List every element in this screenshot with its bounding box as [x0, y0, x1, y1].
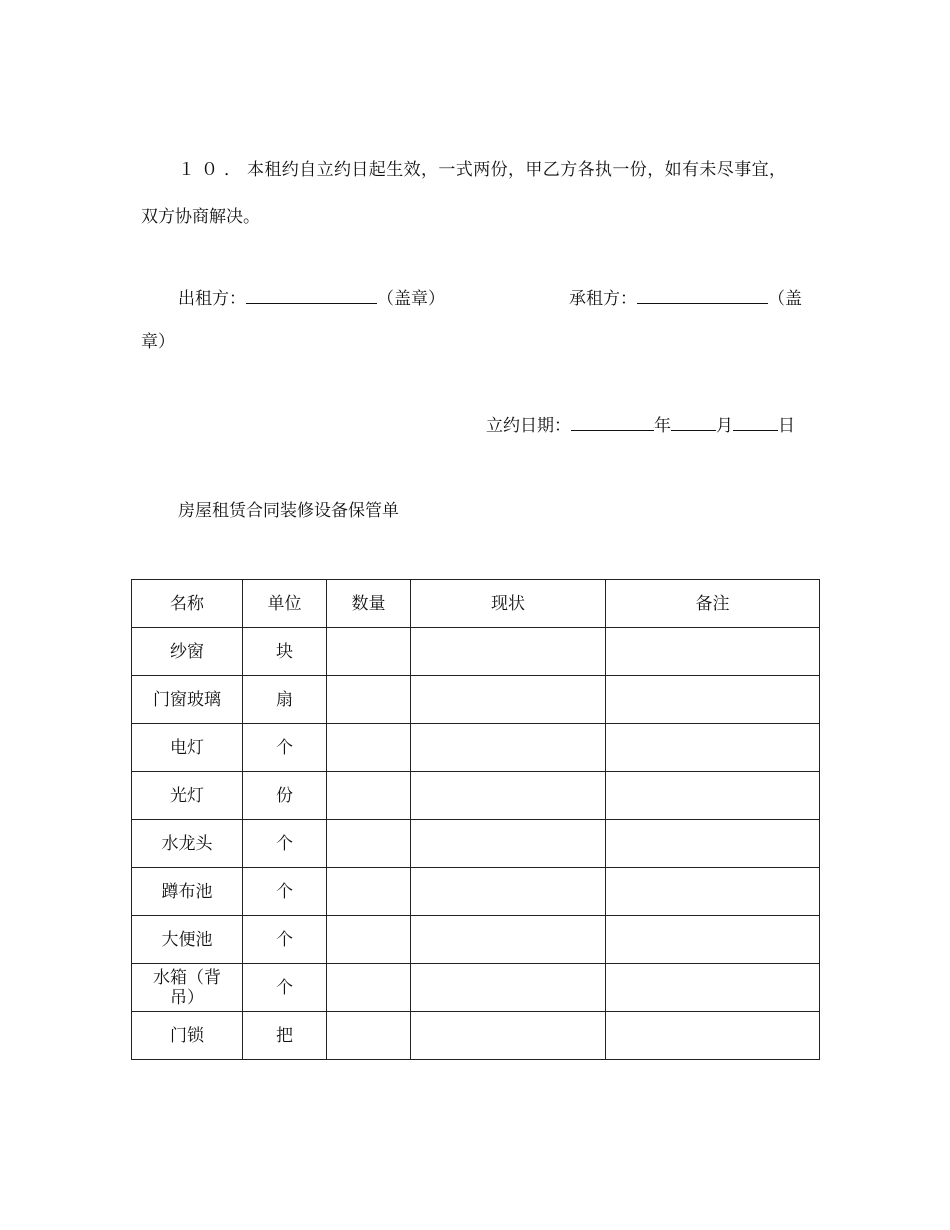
item-unit: 个 [243, 724, 327, 772]
month-blank[interactable] [671, 429, 716, 431]
item-note[interactable] [606, 820, 820, 868]
table-row [132, 868, 820, 916]
item-note[interactable] [606, 772, 820, 820]
item-unit: 个 [243, 964, 327, 1012]
item-quantity[interactable] [327, 916, 411, 964]
item-status[interactable] [411, 964, 606, 1012]
item-name [132, 964, 243, 1012]
clause-text-line-1: 本租约自立约日起生效，一式两份，甲乙方各执一份，如有未尽事宜， [247, 160, 787, 180]
item-unit: 扇 [243, 676, 327, 724]
header-note: 备注 [606, 580, 820, 628]
item-status[interactable] [411, 1012, 606, 1060]
item-quantity[interactable] [327, 820, 411, 868]
item-note[interactable] [606, 916, 820, 964]
item-note[interactable] [606, 964, 820, 1012]
item-unit: 个 [243, 820, 327, 868]
header-unit: 单位 [243, 580, 327, 628]
item-status[interactable] [411, 772, 606, 820]
table-row [132, 772, 820, 820]
header-quantity: 数量 [327, 580, 411, 628]
item-name: 水龙头 [132, 820, 243, 868]
item-name: 门锁 [132, 1012, 243, 1060]
item-name: 大便池 [132, 916, 243, 964]
item-unit: 块 [243, 628, 327, 676]
clause-number: １０． [178, 160, 247, 180]
item-quantity[interactable] [327, 628, 411, 676]
day-label: 日 [778, 416, 795, 436]
lessor-signature [178, 284, 445, 309]
clause-10-line-2: 双方协商解决。 [141, 207, 260, 227]
item-status[interactable] [411, 676, 606, 724]
table-row [132, 724, 820, 772]
lessor-signature-blank[interactable] [246, 302, 377, 304]
item-unit: 把 [243, 1012, 327, 1060]
form-title: 房屋租赁合同装修设备保管单 [178, 501, 399, 521]
lessee-label: 承租方： [569, 289, 637, 309]
table-header-row [132, 580, 820, 628]
item-note[interactable] [606, 1012, 820, 1060]
year-label: 年 [654, 416, 671, 436]
year-blank[interactable] [571, 429, 654, 431]
item-name: 电灯 [132, 724, 243, 772]
table-row [132, 628, 820, 676]
item-status[interactable] [411, 820, 606, 868]
signing-date-label: 立约日期： [486, 416, 571, 436]
item-quantity[interactable] [327, 772, 411, 820]
item-note[interactable] [606, 676, 820, 724]
lessee-signature-blank[interactable] [637, 302, 768, 304]
item-quantity[interactable] [327, 724, 411, 772]
table-row [132, 964, 820, 1012]
item-note[interactable] [606, 724, 820, 772]
lessee-seal-part-1: （盖 [768, 289, 802, 309]
item-status[interactable] [411, 916, 606, 964]
clause-10-line-1 [178, 155, 786, 180]
item-note[interactable] [606, 868, 820, 916]
header-status: 现状 [411, 580, 606, 628]
item-status[interactable] [411, 868, 606, 916]
item-name: 纱窗 [132, 628, 243, 676]
equipment-table [131, 579, 820, 1060]
item-name: 门窗玻璃 [132, 676, 243, 724]
item-name: 蹲布池 [132, 868, 243, 916]
item-quantity[interactable] [327, 964, 411, 1012]
signing-date [486, 411, 795, 436]
item-status[interactable] [411, 628, 606, 676]
item-unit: 个 [243, 868, 327, 916]
item-unit: 份 [243, 772, 327, 820]
item-name-text: 水箱（背吊） [153, 967, 221, 1008]
lessor-label: 出租方： [178, 289, 246, 309]
item-quantity[interactable] [327, 868, 411, 916]
table-row [132, 820, 820, 868]
item-note[interactable] [606, 628, 820, 676]
item-quantity[interactable] [327, 1012, 411, 1060]
table-row [132, 676, 820, 724]
lessee-seal-part-2: 章） [141, 332, 175, 352]
item-unit: 个 [243, 916, 327, 964]
header-name: 名称 [132, 580, 243, 628]
lessor-seal: （盖章） [377, 289, 445, 309]
item-name: 光灯 [132, 772, 243, 820]
item-quantity[interactable] [327, 676, 411, 724]
lessee-signature [569, 284, 802, 309]
day-blank[interactable] [733, 429, 778, 431]
table-row [132, 1012, 820, 1060]
item-status[interactable] [411, 724, 606, 772]
table-row [132, 916, 820, 964]
month-label: 月 [716, 416, 733, 436]
